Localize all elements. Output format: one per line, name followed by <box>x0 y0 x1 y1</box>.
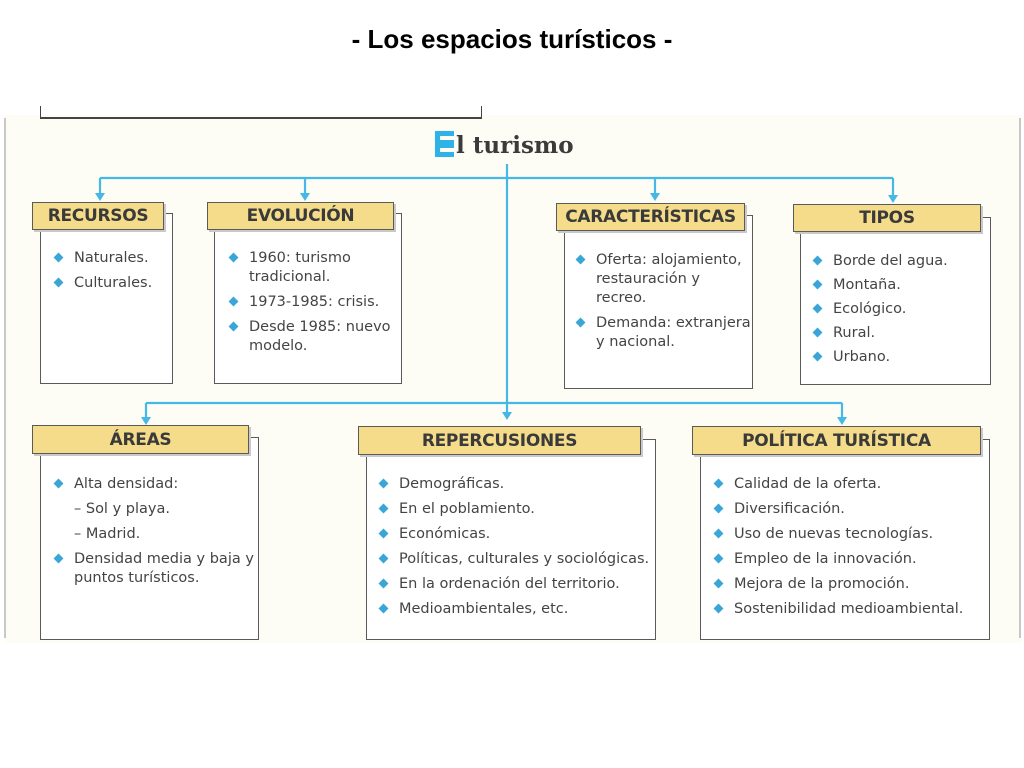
list-evolucion <box>229 249 397 362</box>
diamond-bullet-icon <box>54 479 64 489</box>
list-item: Rural. <box>813 324 988 343</box>
diamond-bullet-icon <box>379 604 389 614</box>
list-repercusiones <box>379 475 654 625</box>
diamond-bullet-icon <box>576 318 586 328</box>
list-recursos <box>54 249 169 299</box>
diamond-bullet-icon <box>714 604 724 614</box>
list-item: Montaña. <box>813 276 988 295</box>
header-repercusiones: REPERCUSIONES <box>358 426 641 455</box>
list-item: Económicas. <box>379 525 654 544</box>
list-item: Borde del agua. <box>813 252 988 271</box>
diamond-bullet-icon <box>379 529 389 539</box>
diamond-bullet-icon <box>714 554 724 564</box>
list-item: Sostenibilidad medioambiental. <box>714 600 986 619</box>
diamond-bullet-icon <box>813 352 823 362</box>
list-item: En el poblamiento. <box>379 500 654 519</box>
scan-edge-right <box>1019 118 1021 638</box>
list-item: 1960: turismo tradicional. <box>229 249 397 287</box>
diamond-bullet-icon <box>714 529 724 539</box>
list-item: Empleo de la innovación. <box>714 550 986 569</box>
list-item: Demanda: extranjera y nacional. <box>576 314 752 352</box>
list-item: Densidad media y baja y puntos turísticos. <box>54 550 254 588</box>
list-tipos <box>813 252 988 372</box>
list-item: Diversificación. <box>714 500 986 519</box>
diamond-bullet-icon <box>714 479 724 489</box>
diamond-bullet-icon <box>54 278 64 288</box>
list-item: Medioambientales, etc. <box>379 600 654 619</box>
diamond-bullet-icon <box>229 253 239 263</box>
list-item: 1973-1985: crisis. <box>229 293 397 312</box>
list-subitem: – Madrid. <box>74 526 141 542</box>
list-subitem: – Sol y playa. <box>74 501 170 517</box>
diamond-bullet-icon <box>379 579 389 589</box>
header-caracteristicas: CARACTERÍSTICAS <box>556 203 745 231</box>
diamond-bullet-icon <box>54 253 64 263</box>
list-item: Desde 1985: nuevo modelo. <box>229 318 397 356</box>
list-item: Mejora de la promoción. <box>714 575 986 594</box>
header-recursos: RECURSOS <box>32 202 164 230</box>
diamond-bullet-icon <box>813 304 823 314</box>
list-item: Uso de nuevas tecnologías. <box>714 525 986 544</box>
diamond-bullet-icon <box>229 322 239 332</box>
list-item: Urbano. <box>813 348 988 367</box>
diamond-bullet-icon <box>813 280 823 290</box>
list-item: Oferta: alojamiento, restauración y recreo. <box>576 251 752 308</box>
diamond-bullet-icon <box>54 554 64 564</box>
slide-title: - Los espacios turísticos - <box>351 24 673 54</box>
diamond-bullet-icon <box>576 255 586 265</box>
diamond-bullet-icon <box>714 579 724 589</box>
list-item: Políticas, culturales y sociológicas. <box>379 550 654 569</box>
diamond-bullet-icon <box>813 328 823 338</box>
list-item: Alta densidad: <box>54 475 254 494</box>
list-item: Ecológico. <box>813 300 988 319</box>
header-evolucion: EVOLUCIÓN <box>207 202 394 230</box>
list-caracteristicas <box>576 251 752 358</box>
header-tipos: TIPOS <box>793 204 981 232</box>
diagram-title <box>435 127 574 163</box>
title-initial-block <box>435 131 454 157</box>
top-rule <box>40 106 482 119</box>
diamond-bullet-icon <box>813 256 823 266</box>
scan-edge-left <box>4 118 6 638</box>
list-item: Demográficas. <box>379 475 654 494</box>
list-item: En la ordenación del territorio. <box>379 575 654 594</box>
list-item: Calidad de la oferta. <box>714 475 986 494</box>
diamond-bullet-icon <box>714 504 724 514</box>
list-item: Naturales. <box>54 249 169 268</box>
list-areas <box>54 475 254 594</box>
list-politica <box>714 475 986 625</box>
diamond-bullet-icon <box>379 504 389 514</box>
diagram-title-text: l turismo <box>456 132 574 159</box>
diamond-bullet-icon <box>379 479 389 489</box>
header-areas: ÁREAS <box>32 425 249 454</box>
diamond-bullet-icon <box>379 554 389 564</box>
header-politica: POLÍTICA TURÍSTICA <box>692 426 981 455</box>
diamond-bullet-icon <box>229 297 239 307</box>
list-item: Culturales. <box>54 274 169 293</box>
